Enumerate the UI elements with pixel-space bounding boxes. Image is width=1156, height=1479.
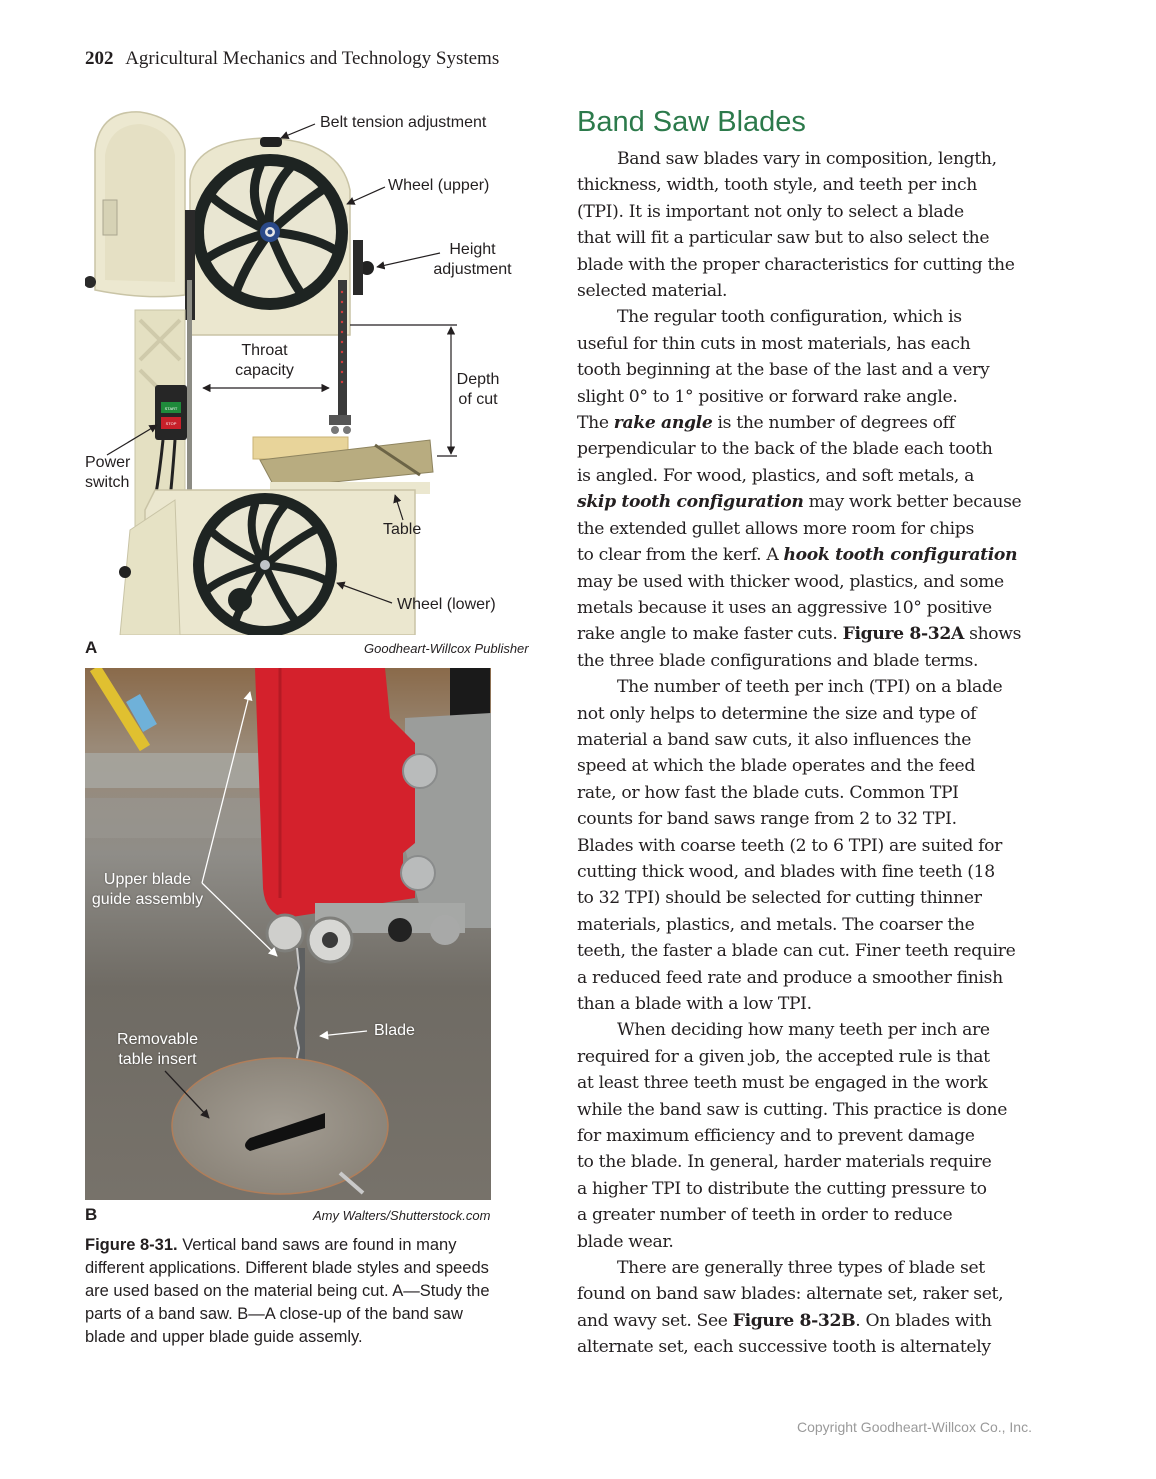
text-line: cutting thick wood, and blades with fine teeth (18: [577, 861, 995, 882]
paragraph-2: [577, 304, 1052, 674]
lower-knob: [119, 566, 131, 578]
credit-a: Goodheart-Willcox Publisher: [364, 641, 529, 656]
text-line: blade with the proper characteristics for cutting the: [577, 254, 1015, 275]
text-line: that will fit a particular saw but to also select the: [577, 228, 990, 249]
label-upper-blade-guide-assembly: [85, 870, 210, 910]
text-line: When deciding how many teeth per inch are: [617, 1020, 990, 1041]
text-line: There are generally three types of blade set: [617, 1258, 985, 1279]
text-line: rate, or how fast the blade cuts. Common TPI: [577, 782, 959, 803]
term-rake-angle: rake angle: [613, 413, 713, 434]
text-line: than a blade with a low TPI.: [577, 994, 812, 1014]
section-title: Band Saw Blades: [577, 106, 806, 138]
text-line: selected material.: [577, 281, 728, 302]
table-insert: [172, 1058, 388, 1194]
text-line: found on band saw blades: alternate set, raker set,: [577, 1284, 1004, 1305]
text-line: alternate set, each successive tooth is alternately: [577, 1337, 991, 1358]
body-text: [577, 146, 1052, 1361]
text-line: required for a given job, the accepted rule is that: [577, 1046, 990, 1067]
text-line: useful for thin cuts in most materials, has each: [577, 333, 971, 354]
credit-b: Amy Walters/Shutterstock.com: [313, 1208, 491, 1223]
text-line: perpendicular to the back of the blade each tooth: [577, 439, 993, 460]
text-line: [577, 542, 1052, 568]
figure-caption: [85, 1234, 505, 1349]
figure-b: [85, 668, 491, 1200]
text-line: [577, 489, 1052, 515]
label-height-line2: adjustment: [433, 261, 512, 278]
text-line: the three blade configurations and blade terms.: [577, 650, 979, 671]
caption-text: Vertical band saws are found in many different applications. Different blade styles and speeds are used based on the material being cut. A—Study the parts of a band saw. B—A close-up of the band saw blade and upper blade guide assemly.: [85, 1236, 490, 1346]
text-line: [577, 410, 1052, 436]
label-depth-line1: Depth: [456, 371, 500, 388]
label-belt-tension-adjustment: Belt tension adjustment: [320, 114, 487, 131]
text-run: . On blades with: [855, 1310, 992, 1331]
text-line: metals because it uses an aggressive 10° positive: [577, 597, 992, 618]
figure-ref-8-32a[interactable]: Figure 8-32A: [842, 624, 964, 645]
text-line: [577, 1308, 1052, 1334]
label-upper-guide-line1: Upper blade: [103, 871, 192, 888]
text-run: The: [577, 413, 614, 434]
label-insert-line2: table insert: [118, 1051, 197, 1068]
text-line: Band saw blades vary in composition, length,: [617, 149, 997, 169]
text-line: materials, plastics, and metals. The coarser the: [577, 914, 975, 935]
text-run: rake angle to make faster cuts.: [577, 624, 843, 645]
paragraph-5: [577, 1255, 1052, 1361]
label-throat-line2: capacity: [235, 362, 294, 379]
text-line: blade wear.: [577, 1231, 674, 1252]
label-power-switch: [85, 453, 130, 493]
text-line: tooth beginning at the base of the last and a very: [577, 360, 990, 381]
figure-a: [85, 110, 535, 635]
paragraph-4: [577, 1017, 1052, 1255]
text-line: not only helps to determine the size and type of: [577, 703, 977, 724]
page-number: 202: [85, 48, 114, 69]
text-line: (TPI). It is important not only to select a blade: [577, 201, 964, 222]
text-run: may work better because: [803, 492, 1022, 513]
belt-tension-knob: [260, 137, 282, 147]
text-line: slight 0° to 1° positive or forward rake angle.: [577, 386, 958, 407]
text-run: and wavy set. See: [577, 1310, 733, 1331]
bolt-upper: [403, 754, 437, 788]
text-line: thickness, width, tooth style, and teeth per inch: [577, 175, 977, 196]
text-line: [577, 621, 1052, 647]
upper-wheel: [192, 154, 348, 310]
text-line: material a band saw cuts, it also influences the: [577, 729, 972, 750]
label-height-line1: Height: [449, 241, 496, 258]
text-line: speed at which the blade operates and the feed: [577, 756, 976, 777]
label-wheel-upper: Wheel (upper): [388, 177, 490, 194]
running-head: [85, 48, 499, 70]
text-line: The regular tooth configuration, which is: [617, 307, 962, 328]
label-upper-guide-line2: guide assembly: [91, 891, 204, 908]
text-line: a reduced feed rate and produce a smoother finish: [577, 967, 1003, 988]
text-line: for maximum efficiency and to prevent damage: [577, 1126, 975, 1147]
text-line: to the blade. In general, harder materials require: [577, 1152, 992, 1173]
label-table: Table: [383, 521, 422, 538]
text-run: shows: [964, 624, 1022, 645]
term-skip-tooth: skip tooth configuration: [577, 492, 804, 513]
caption-label: Figure 8-31.: [85, 1236, 178, 1254]
text-line: teeth, the faster a blade can cut. Finer teeth require: [577, 941, 1016, 962]
label-wheel-lower: Wheel (lower): [397, 596, 496, 613]
start-button-label: START: [164, 406, 178, 411]
text-line: the extended gullet allows more room for chips: [577, 518, 974, 539]
text-line: The number of teeth per inch (TPI) on a blade: [617, 677, 1003, 698]
text-line: while the band saw is cutting. This practice is done: [577, 1099, 1008, 1120]
text-line: counts for band saws range from 2 to 32 TPI.: [577, 809, 957, 830]
bolt-lower: [401, 856, 435, 890]
label-removable-table-insert: [105, 1030, 210, 1070]
label-depth-of-cut: [448, 370, 508, 410]
text-line: may be used with thicker wood, plastics, and some: [577, 571, 1004, 592]
text-run: to clear from the kerf. A: [577, 545, 784, 566]
text-line: at least three teeth must be engaged in the work: [577, 1073, 988, 1094]
text-line: a higher TPI to distribute the cutting pressure to: [577, 1178, 987, 1199]
stop-button-label: STOP: [165, 421, 177, 426]
text-run: is the number of degrees off: [712, 413, 955, 434]
term-hook-tooth: hook tooth configuration: [783, 545, 1018, 566]
label-height-adjustment: [430, 240, 515, 280]
label-depth-line2: of cut: [458, 391, 498, 408]
label-insert-line1: Removable: [117, 1031, 198, 1048]
label-power-line2: switch: [85, 474, 130, 491]
panel-letter-a: A: [85, 638, 98, 657]
text-line: to 32 TPI) should be selected for cutting thinner: [577, 888, 982, 909]
paragraph-3: [577, 674, 1052, 1017]
label-power-line1: Power: [85, 454, 131, 471]
lower-wheel: [193, 493, 337, 635]
label-throat-line1: Throat: [241, 342, 288, 359]
panel-letter-b: B: [85, 1205, 98, 1224]
blade-closeup-photo: [85, 668, 491, 1200]
book-title: Agricultural Mechanics and Technology Systems: [125, 48, 500, 69]
text-line: Blades with coarse teeth (2 to 6 TPI) are suited for: [577, 835, 1003, 856]
label-blade: Blade: [374, 1022, 415, 1039]
label-throat-capacity: [222, 341, 307, 381]
text-line: is angled. For wood, plastics, and soft metals, a: [577, 465, 975, 486]
copyright-footer: Copyright Goodheart-Willcox Co., Inc.: [797, 1419, 1032, 1435]
text-line: a greater number of teeth in order to reduce: [577, 1205, 953, 1226]
paragraph-1: [577, 146, 1052, 304]
guide-casting: [405, 713, 491, 928]
figure-ref-8-32b[interactable]: Figure 8-32B: [732, 1310, 856, 1331]
